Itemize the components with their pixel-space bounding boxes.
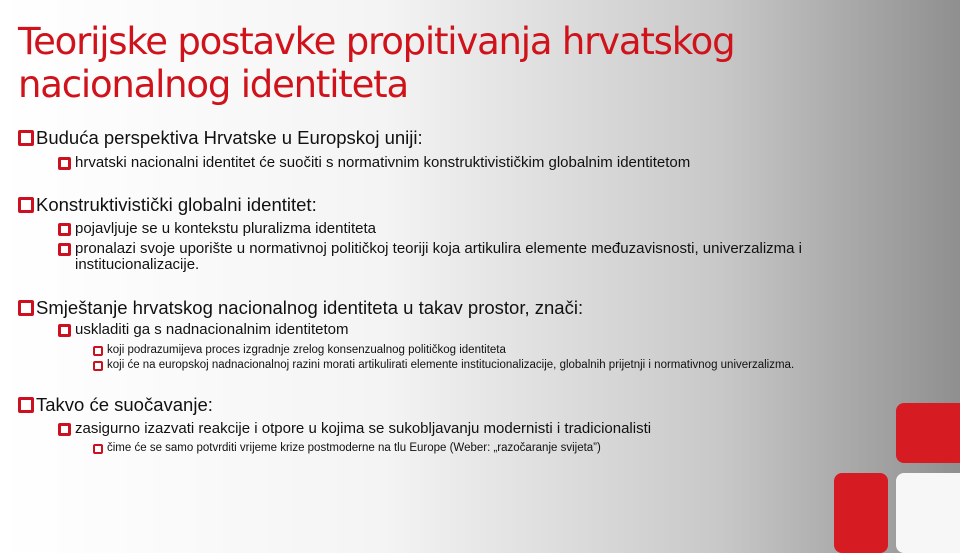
sub-list-item-text: koji će na europskoj nadnacionalnoj razini morati artikulirati elemente institucionalizacije, globalnih prijetnji i normativnog univerzalizma. (107, 359, 795, 371)
checkbox-bullet-icon (58, 243, 71, 256)
list-item (58, 322, 918, 338)
list-item (58, 241, 918, 273)
section-heading (18, 394, 918, 416)
checkbox-bullet-icon (58, 324, 71, 337)
checkbox-bullet-icon (93, 361, 103, 371)
section-heading (18, 127, 918, 149)
checkbox-bullet-icon (18, 130, 34, 146)
red-tile (834, 473, 888, 553)
list-item-text: hrvatski nacionalni identitet će suočiti s normativnim konstruktivističkim globalnim identitetom (75, 154, 691, 171)
slide-title (18, 20, 778, 106)
list-item-text: pronalazi svoje uporište u normativnoj političkoj teoriji koja artikulira elemente međuzavisnosti, univerzalizma i institucionalizacije. (75, 240, 802, 273)
checkbox-bullet-icon (58, 423, 71, 436)
section-heading-text: Buduća perspektiva Hrvatske u Europskoj uniji: (36, 127, 423, 148)
sub-list-item-text: čime će se samo potvrditi vrijeme krize postmoderne na tlu Europe (Weber: „razočaranje svijeta”) (107, 442, 601, 454)
list-item (58, 221, 918, 237)
red-tile (896, 403, 960, 463)
bullet-list (18, 127, 918, 455)
checkbox-bullet-icon (58, 223, 71, 236)
checkbox-bullet-icon (18, 397, 34, 413)
sub-list-item-text: koji podrazumijeva proces izgradnje zrelog konsenzualnog političkog identiteta (107, 344, 506, 356)
list-item (58, 155, 918, 171)
sub-list-item (93, 442, 918, 455)
checkbox-bullet-icon (18, 300, 34, 316)
checkbox-bullet-icon (18, 197, 34, 213)
list-item-text: zasigurno izazvati reakcije i otpore u kojima se sukobljavanju modernisti i tradicionalisti (75, 420, 652, 437)
checkbox-bullet-icon (58, 157, 71, 170)
checkbox-bullet-icon (93, 346, 103, 356)
list-item-text: uskladiti ga s nadnacionalnim identitetom (75, 321, 349, 338)
slide-title-line-1: Teorijske postavke propitivanja hrvatskog (18, 20, 735, 63)
white-tile (896, 473, 960, 553)
section-heading (18, 297, 918, 319)
slide-title-line-2: nacionalnog identiteta (18, 63, 408, 106)
list-item (58, 421, 918, 437)
section-heading (18, 194, 918, 216)
sub-list-item (93, 344, 918, 357)
sub-list-item (93, 359, 918, 372)
checkbox-bullet-icon (93, 444, 103, 454)
section-heading-text: Smještanje hrvatskog nacionalnog identiteta u takav prostor, znači: (36, 297, 584, 318)
section-heading-text: Takvo će suočavanje: (36, 394, 213, 415)
section-heading-text: Konstruktivistički globalni identitet: (36, 194, 317, 215)
list-item-text: pojavljuje se u kontekstu pluralizma identiteta (75, 220, 377, 237)
